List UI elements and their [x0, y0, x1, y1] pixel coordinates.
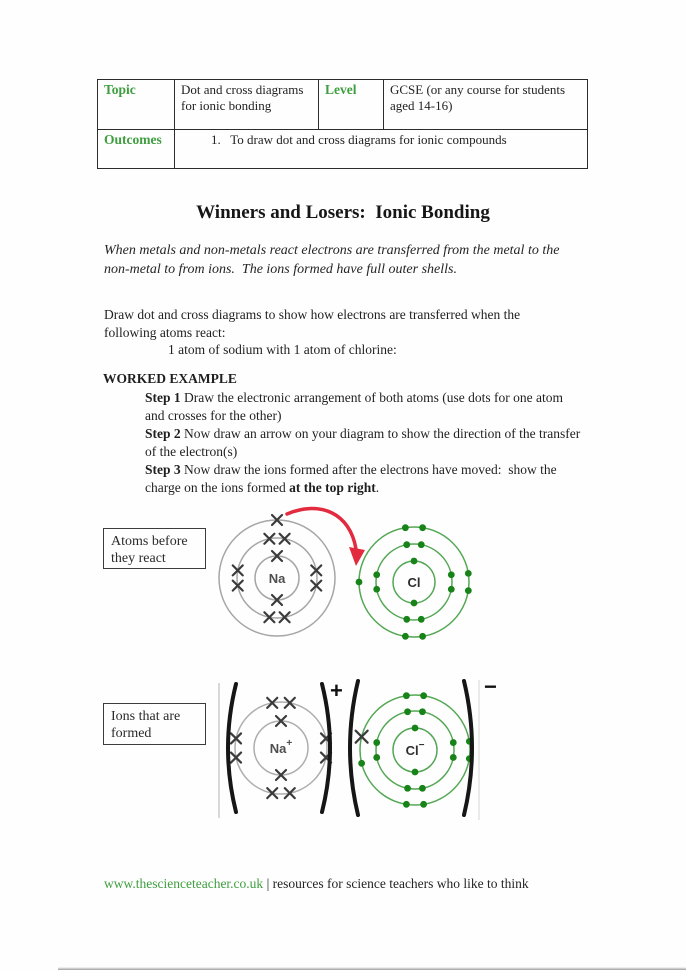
sodium-ion-diagram	[228, 678, 343, 812]
electron-cross	[233, 565, 243, 575]
electron-cross	[264, 534, 274, 544]
electron-shell-ring	[359, 527, 469, 637]
worked-example-heading: WORKED EXAMPLE	[103, 371, 237, 386]
electron-shell-ring	[254, 721, 308, 775]
electron-dot	[419, 708, 426, 715]
electron-shell-ring	[237, 538, 317, 618]
electron-shell-ring	[393, 728, 437, 772]
electron-cross	[280, 612, 290, 622]
arrow-head	[349, 547, 365, 566]
ion-bracket-right	[464, 681, 472, 815]
intro-paragraph: When metals and non-metals react electrons are transferred from the metal to the non-metal to from ions. The ions formed have full outer shells.	[104, 243, 563, 277]
electron-dot	[465, 570, 472, 577]
electron-cross	[267, 698, 277, 708]
electron-cross	[272, 595, 282, 605]
task-indent-line: 1 atom of sodium with 1 atom of chlorine:	[168, 342, 397, 357]
electron-cross	[272, 551, 282, 561]
electron-dot	[403, 541, 410, 548]
footer-text: | resources for science teachers who like to think	[263, 876, 529, 891]
electron-cross	[267, 698, 277, 708]
electron-dot	[450, 739, 457, 746]
electron-dot	[402, 633, 409, 640]
electron-dot	[450, 754, 457, 761]
atom-symbol-label: Cl	[407, 575, 421, 590]
ion-bracket-left	[350, 681, 358, 815]
electron-cross	[356, 731, 368, 743]
chloride-ion-diagram	[350, 674, 497, 815]
electron-transfer-arrow	[287, 508, 365, 566]
page-title: Winners and Losers: Ionic Bonding	[196, 202, 490, 223]
atom-symbol-label: Na+	[269, 738, 293, 756]
electron-dot	[418, 541, 425, 548]
electron-dot	[420, 692, 427, 699]
worked-example-step: Step 1 Draw the electronic arrangement of both atoms (use dots for one atom and crosses for the other)	[145, 390, 567, 423]
electron-cross	[231, 733, 241, 743]
level-value-cell: GCSE (or any course for students aged 14-16)	[383, 80, 587, 129]
electron-dot	[412, 725, 419, 732]
electron-dot	[404, 785, 411, 792]
electron-cross	[311, 581, 321, 591]
electron-dot	[466, 755, 473, 762]
electron-dot	[411, 600, 418, 607]
electron-shell-ring	[376, 711, 454, 789]
ion-bracket-right	[322, 684, 330, 812]
sodium-atom-diagram	[219, 515, 335, 636]
worked-example-step: Step 3 Now draw the ions formed after the electrons have moved: show the charge on the ions formed at the top right.	[145, 462, 561, 495]
electron-cross	[264, 612, 274, 622]
electron-cross	[280, 534, 290, 544]
electron-dot	[373, 739, 380, 746]
worked-example-steps	[145, 389, 582, 497]
atom-symbol-label: Cl−	[405, 740, 425, 758]
electron-cross	[272, 515, 282, 525]
electron-dot	[402, 524, 409, 531]
electron-cross	[233, 581, 243, 591]
ion-charge-symbol: +	[330, 678, 343, 703]
electron-dot	[356, 579, 363, 586]
electron-cross	[272, 515, 282, 525]
info-table-row-1	[98, 80, 587, 130]
electron-cross	[321, 733, 331, 743]
electron-cross	[285, 698, 295, 708]
electron-dot	[404, 708, 411, 715]
electron-cross	[276, 770, 286, 780]
electron-dot	[412, 769, 419, 776]
electron-cross	[280, 612, 290, 622]
electron-cross	[321, 753, 331, 763]
ions-formed-label-box: Ions that are formed	[103, 703, 206, 745]
electron-dot	[448, 571, 455, 578]
electron-cross	[285, 788, 295, 798]
electron-dot	[419, 785, 426, 792]
info-table-row-2	[98, 130, 587, 168]
electron-dot	[373, 571, 380, 578]
topic-value-cell: Dot and cross diagrams for ionic bonding	[174, 80, 318, 129]
electron-cross	[311, 565, 321, 575]
electron-dot	[403, 616, 410, 623]
level-header-cell: Level	[318, 80, 383, 129]
electron-cross	[272, 551, 282, 561]
electron-cross	[267, 788, 277, 798]
electron-cross	[233, 581, 243, 591]
electron-cross	[231, 753, 241, 763]
electron-dot	[419, 633, 426, 640]
electron-shell-ring	[360, 695, 470, 805]
electron-dot	[420, 801, 427, 808]
electron-cross	[264, 534, 274, 544]
electron-cross	[267, 788, 277, 798]
atoms-before-label-box: Atoms before they react	[103, 528, 206, 569]
electron-cross	[321, 733, 331, 743]
electron-cross	[231, 753, 241, 763]
electron-cross	[276, 716, 286, 726]
electron-cross	[280, 534, 290, 544]
electron-cross	[233, 565, 243, 575]
electron-cross	[276, 716, 286, 726]
electron-cross	[285, 698, 295, 708]
electron-shell-ring	[255, 556, 299, 600]
electron-dot	[373, 754, 380, 761]
electron-dot	[419, 524, 426, 531]
electron-dot	[448, 586, 455, 593]
electron-cross	[311, 565, 321, 575]
electron-dot	[403, 692, 410, 699]
electron-shell-ring	[235, 702, 327, 794]
electron-dot	[373, 586, 380, 593]
task-paragraph	[104, 306, 574, 359]
chlorine-atom-diagram	[356, 524, 472, 639]
atom-symbol-label: Na	[268, 571, 286, 586]
electron-shell-ring	[393, 561, 435, 603]
electron-dot	[418, 616, 425, 623]
electron-dot	[411, 558, 418, 565]
ion-charge-symbol: −	[484, 674, 497, 699]
electron-cross	[311, 581, 321, 591]
electron-cross	[321, 753, 331, 763]
electron-cross	[285, 788, 295, 798]
outcomes-value-cell: 1. To draw dot and cross diagrams for ionic compounds	[174, 130, 587, 168]
electron-dot	[403, 801, 410, 808]
electron-dot	[465, 587, 472, 594]
electron-dot	[466, 738, 473, 745]
worked-example-step: Step 2 Now draw an arrow on your diagram to show the direction of the transfer of the electron(s)	[145, 426, 584, 459]
electron-cross	[276, 770, 286, 780]
electron-cross	[272, 595, 282, 605]
outcomes-header-cell: Outcomes	[104, 132, 162, 147]
electron-cross	[264, 612, 274, 622]
electron-shell-ring	[219, 520, 335, 636]
electron-cross	[231, 733, 241, 743]
info-table	[97, 79, 588, 169]
task-line: Draw dot and cross diagrams to show how electrons are transferred when the following atoms react:	[104, 307, 521, 340]
ion-bracket-left	[228, 684, 236, 812]
electron-shell-ring	[376, 544, 452, 620]
footer-link[interactable]: www.thescienceteacher.co.uk	[104, 876, 264, 891]
footer	[104, 876, 529, 892]
electron-cross	[356, 731, 368, 743]
electron-dot	[358, 760, 365, 767]
topic-header-cell: Topic	[104, 82, 136, 97]
